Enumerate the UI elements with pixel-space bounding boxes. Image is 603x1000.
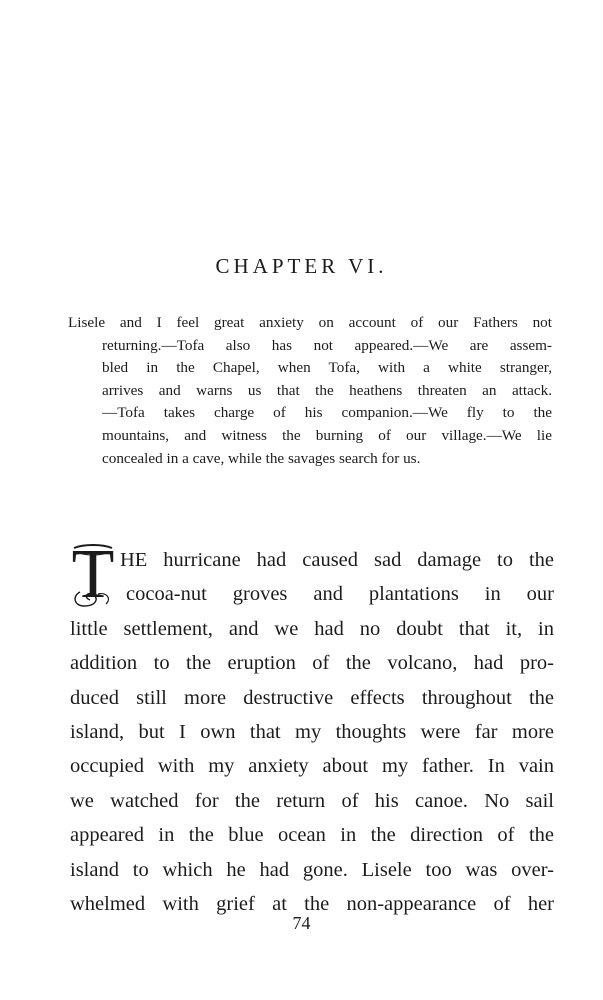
body-line: cocoa-nut groves and plantations in our — [126, 583, 554, 606]
summary-line: concealed in a cave, while the savages search for us. — [102, 449, 421, 467]
summary-line: —Tofa takes charge of his companion.—We fly to the — [102, 404, 552, 422]
summary-line: bled in the Chapel, when Tofa, with a white stranger, — [102, 359, 552, 377]
drop-cap-letter: T — [71, 536, 115, 613]
body-line: we watched for the return of his canoe. No sail — [70, 789, 554, 812]
body-line: HE hurricane had caused sad damage to the — [120, 549, 554, 571]
body-line: addition to the eruption of the volcano, had pro- — [70, 652, 554, 675]
body-text — [70, 543, 554, 921]
summary-line: Lisele and I feel great anxiety on account of our Fathers not — [68, 314, 552, 331]
summary-line: arrives and warns us that the heathens threaten an attack. — [102, 381, 552, 399]
chapter-summary — [68, 312, 552, 470]
body-line: occupied with my anxiety about my father. In vain — [70, 755, 554, 778]
body-line: little settlement, and we had no doubt that it, in — [70, 617, 554, 640]
body-line: island to which he had gone. Lisele too was over- — [70, 858, 554, 881]
summary-line: returning.—Tofa also has not appeared.—We are assem- — [102, 336, 552, 354]
body-line: island, but I own that my thoughts were far more — [70, 721, 554, 744]
body-line: duced still more destructive effects throughout the — [70, 686, 554, 709]
chapter-title: CHAPTER VI. — [215, 254, 388, 278]
body-line: appeared in the blue ocean in the direction of the — [70, 824, 554, 847]
summary-line: mountains, and witness the burning of our village.—We lie — [102, 426, 552, 444]
page-number: 74 — [292, 913, 311, 933]
body-line: whelmed with grief at the non-appearance of her — [70, 893, 554, 916]
